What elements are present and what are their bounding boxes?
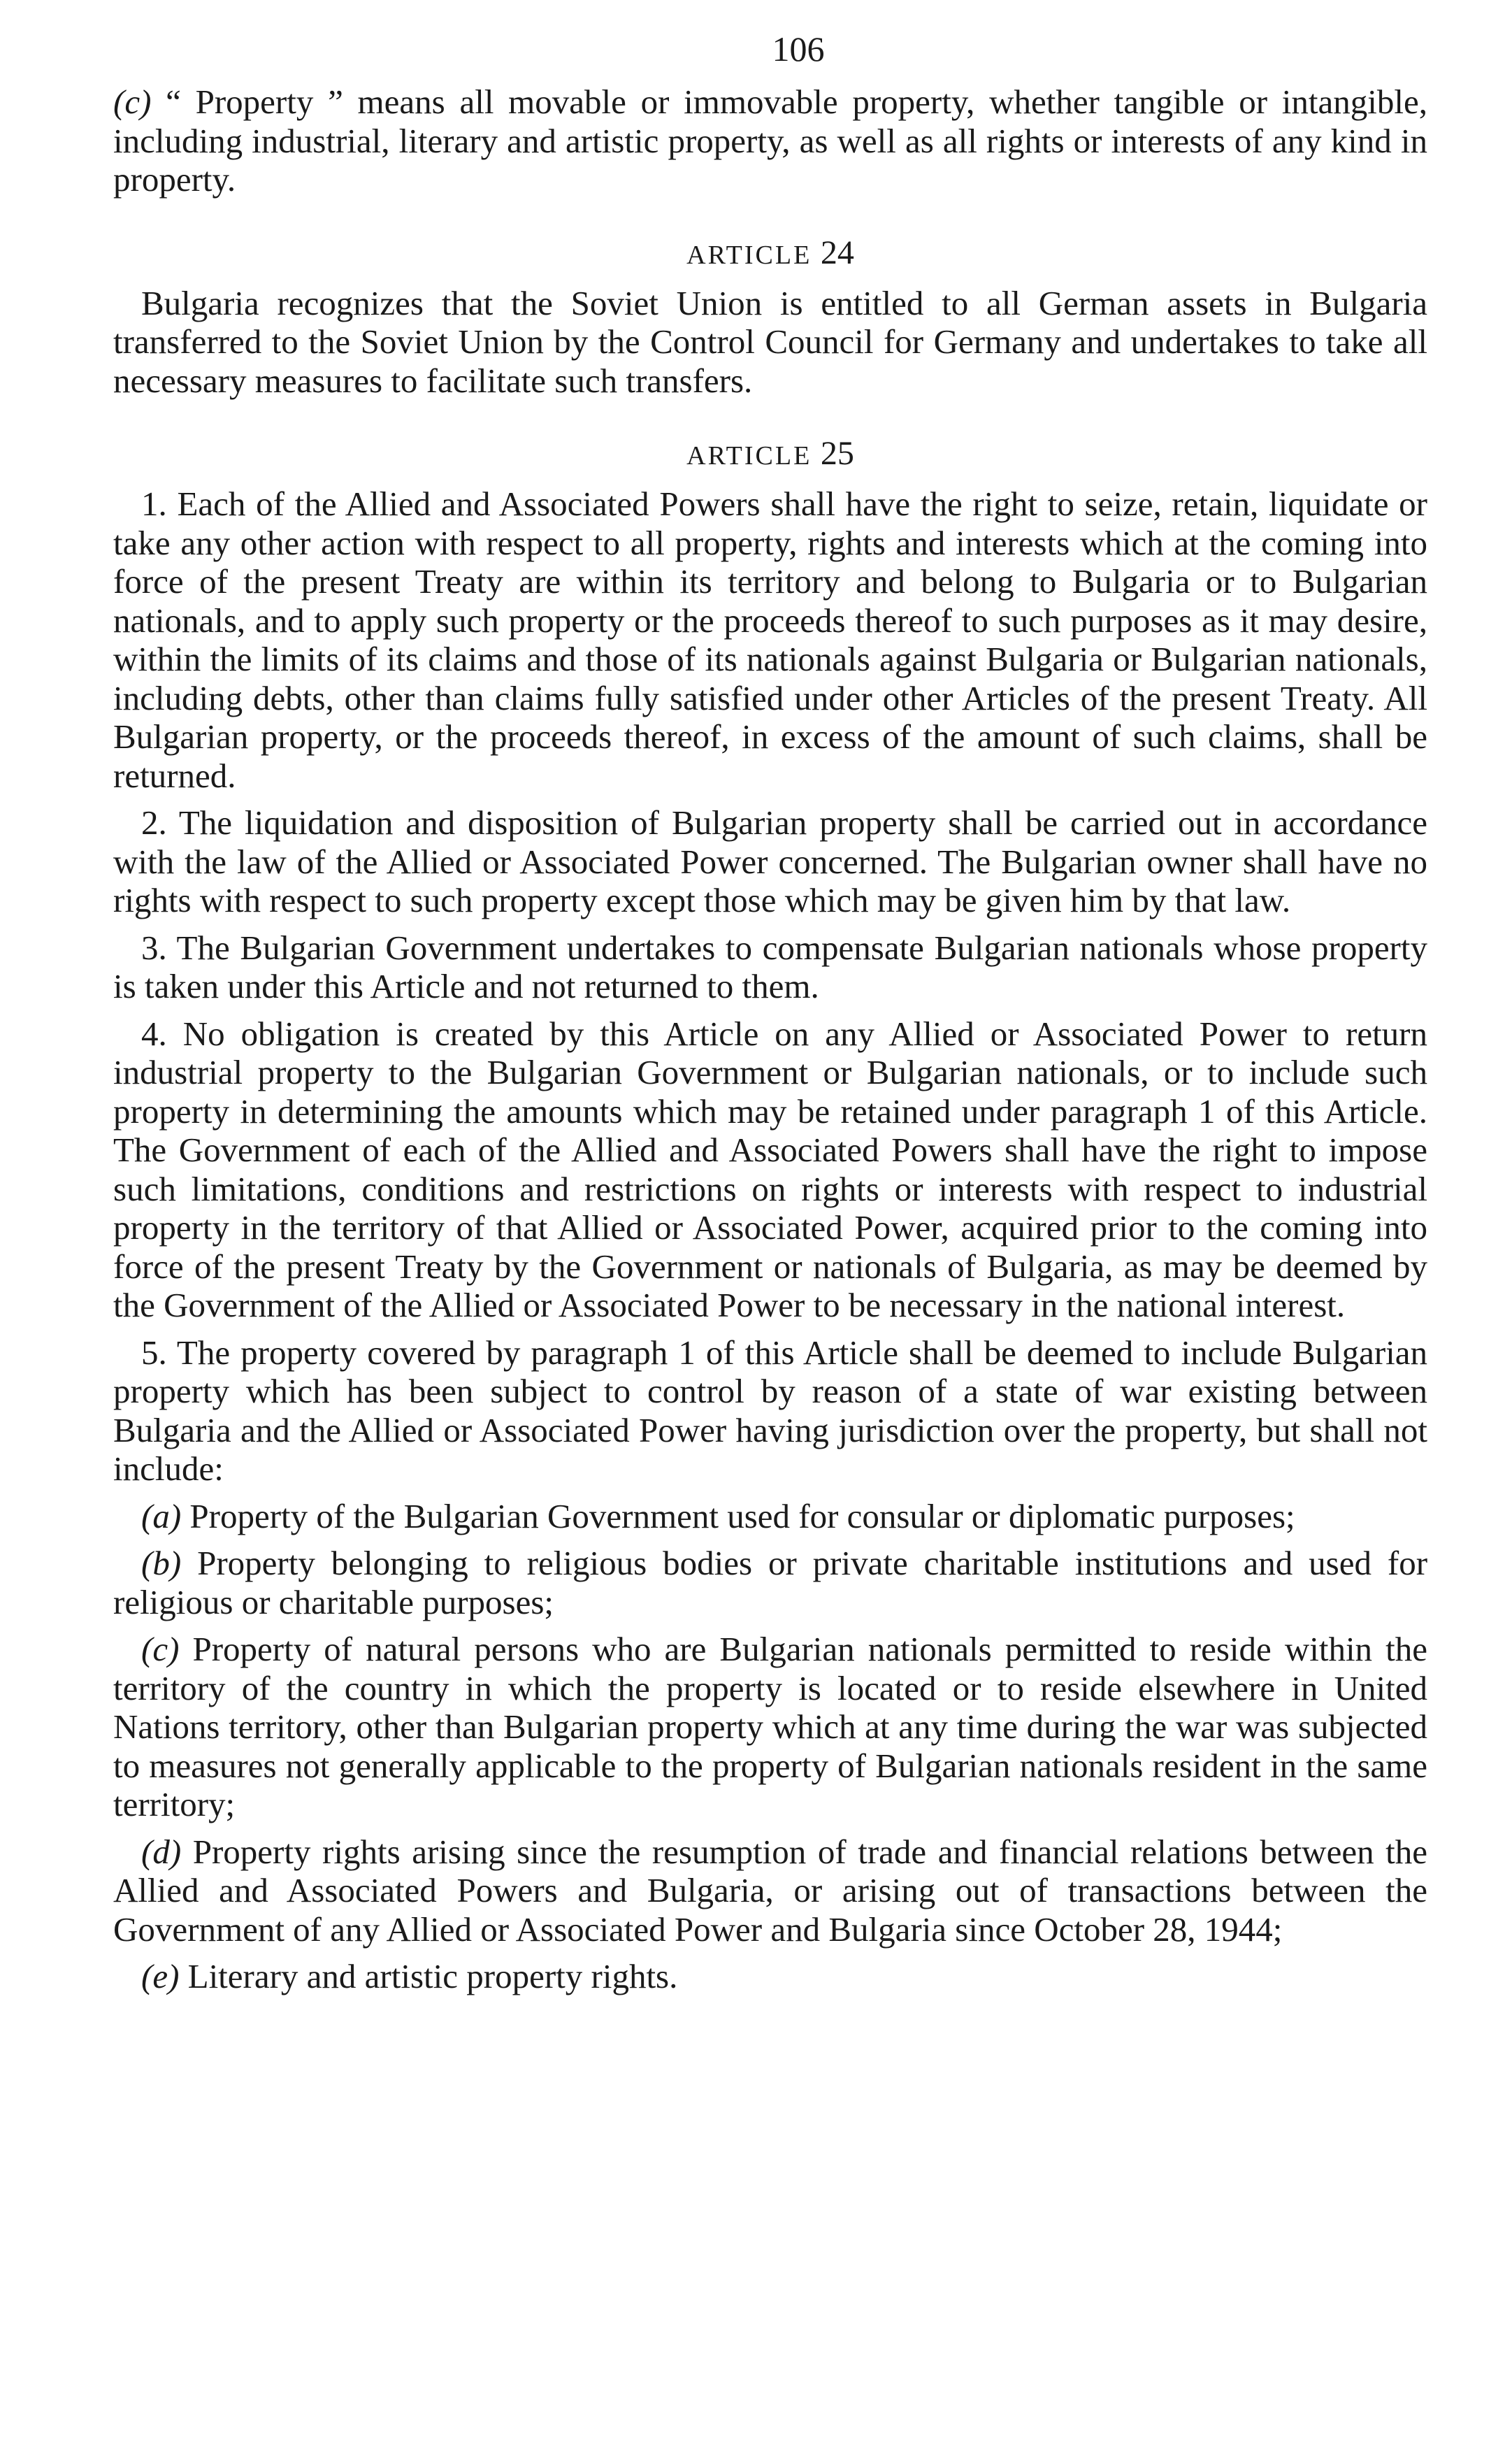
definition-paragraph (113, 83, 1427, 199)
article-25-paragraph-2: 2. The liquidation and disposition of Bulgarian property shall be carried out in accordance with the law of the Allied or Associated Power concerned. The Bulgarian owner shall have no rights with respect to such property except those which may be given him by that law. (113, 803, 1427, 919)
article-24-heading-word: ARTICLE (686, 240, 812, 270)
exclusion-text: Property rights arising since the resumption of trade and financial relations between the Allied and Associated Powers and Bulgaria, or arising out of transactions between the Government of any Allied or Associated Power and Bulgaria since October 28, 1944; (113, 1832, 1428, 1949)
document-page (113, 28, 1427, 1996)
article-24-text: Bulgaria recognizes that the Soviet Union is entitled to all German assets in Bulgaria transferred to the Soviet Union by the Control Council for Germany and undertakes to take all necessary measures to facilitate such transfers. (113, 283, 1427, 400)
article-25-paragraph-1: 1. Each of the Allied and Associated Powers shall have the right to seize, retain, liquidate or take any other action with respect to all property, rights and interests which at the coming into force of the present Treaty are within its territory and belong to Bulgaria or to Bulgarian nationals, and to apply such property or the proceeds thereof to such purposes as it may desire, within the limits of its claims and those of its nationals against Bulgaria or Bulgarian nationals, including debts, other than claims fully satisfied under other Articles of the present Treaty. All Bulgarian property, or the proceeds thereof, in excess of the amount of such claims, shall be returned. (113, 485, 1427, 795)
exclusion-label: (d) (141, 1832, 182, 1871)
exclusion-text: Property belonging to religious bodies or private charitable institutions and used for religious or charitable purposes; (113, 1544, 1428, 1621)
exclusion-text: Literary and artistic property rights. (187, 1957, 678, 1995)
article-25-heading (113, 436, 1427, 473)
exclusion-label: (e) (141, 1957, 180, 1995)
exclusion-label: (b) (141, 1544, 182, 1582)
exclusion-item-b (113, 1544, 1427, 1621)
article-24-heading-number: 24 (820, 234, 854, 271)
definition-label: (c) (113, 83, 152, 121)
article-24-heading (113, 236, 1427, 273)
exclusion-text: Property of natural persons who are Bulgarian nationals permitted to reside within the territory of the country in which the property is located or to reside elsewhere in United Nations territory, other than Bulgarian property which at any time during the war was subjected to measures not generally applicable to the property of Bulgarian nationals resident in the same territory; (113, 1630, 1427, 1823)
article-25-heading-number: 25 (820, 435, 854, 472)
article-25-paragraph-4: 4. No obligation is created by this Article on any Allied or Associated Power to return industrial property to the Bulgarian Government or Bulgarian nationals, or to include such property in determining the amounts which may be retained under paragraph 1 of this Article. The Government of each of the Allied and Associated Powers shall have the right to impose such limitations, conditions and restrictions on rights or interests with respect to industrial property in the territory of that Allied or Associated Power, acquired prior to the coming into force of the present Treaty by the Government or nationals of Bulgaria, as may be deemed by the Government of the Allied or Associated Power to be necessary in the national interest. (113, 1014, 1427, 1324)
exclusion-label: (a) (141, 1496, 182, 1535)
exclusion-item-e (113, 1957, 1427, 1996)
exclusion-label: (c) (141, 1630, 180, 1668)
definition-text: “ Property ” means all movable or immovable property, whether tangible or intangible, including industrial, literary and artistic property, as well as all rights or interests of any kind in property. (113, 83, 1427, 199)
exclusion-item-a (113, 1497, 1427, 1536)
article-25-paragraph-3: 3. The Bulgarian Government undertakes to compensate Bulgarian nationals whose property is taken under this Article and not returned to them. (113, 928, 1427, 1005)
exclusion-item-c (113, 1630, 1427, 1824)
exclusion-item-d (113, 1833, 1427, 1949)
article-25-paragraph-5: 5. The property covered by paragraph 1 of this Article shall be deemed to include Bulgarian property which has been subject to control by reason of a state of war existing between Bulgaria and the Allied or Associated Power having jurisdiction over the property, but shall not include: (113, 1333, 1427, 1488)
article-25-heading-word: ARTICLE (686, 441, 812, 471)
page-number: 106 (772, 29, 825, 69)
exclusion-text: Property of the Bulgarian Government used for consular or diplomatic purposes; (189, 1496, 1295, 1535)
